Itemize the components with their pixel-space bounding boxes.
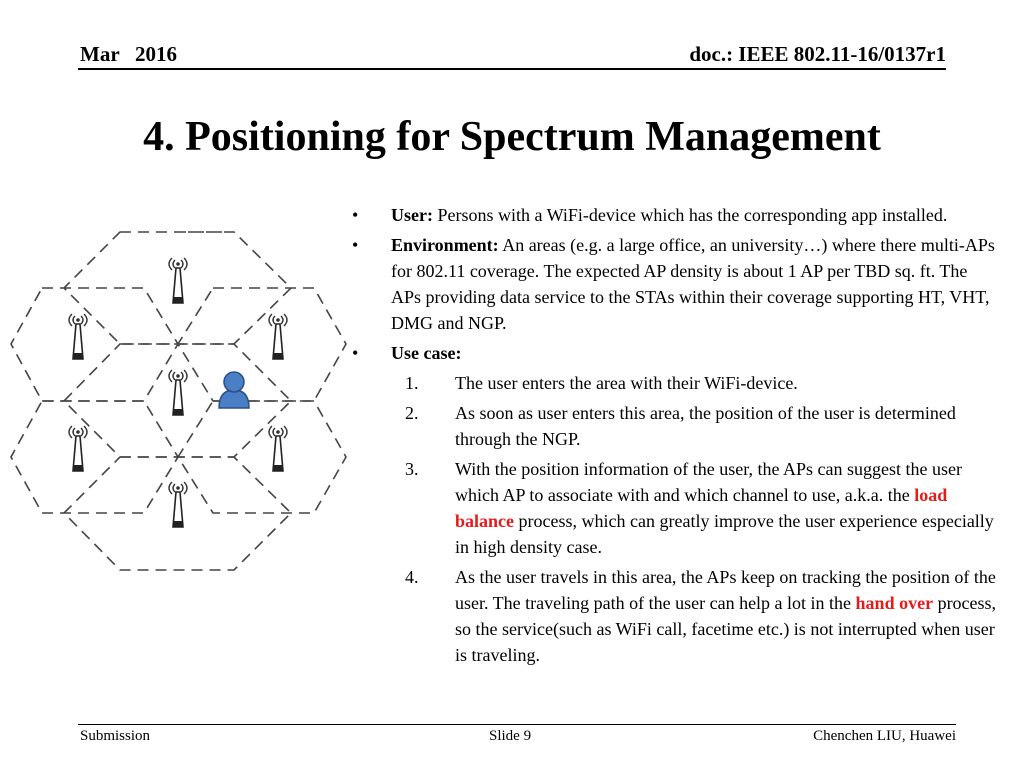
step-text: process, which can greatly improve the user experience especially in high density case. xyxy=(455,511,994,557)
header-doc-id: doc.: IEEE 802.11-16/0137r1 xyxy=(689,42,946,66)
bullet-mark: • xyxy=(352,235,359,255)
wifi-antenna-icon xyxy=(69,314,87,359)
bullet-environment xyxy=(350,232,998,336)
bullet-mark: • xyxy=(352,205,359,225)
footer-submission: Submission xyxy=(80,728,151,744)
step-text: process, so the service(such as WiFi call, facetime etc.) is not interrupted when user is traveling. xyxy=(455,593,997,665)
wifi-antenna-icon xyxy=(69,426,87,471)
wifi-antenna-icon xyxy=(269,314,287,359)
footer-rule xyxy=(78,724,956,725)
user-label: User: xyxy=(391,205,433,225)
step-number: 1. xyxy=(405,373,419,393)
step-number: 4. xyxy=(405,567,419,587)
slide-body xyxy=(350,202,998,672)
coverage-cell xyxy=(11,401,178,513)
wifi-antenna-icon xyxy=(269,426,287,471)
header-rule xyxy=(78,68,946,70)
bullet-user xyxy=(350,202,998,228)
use-case-label: Use case: xyxy=(391,343,462,363)
environment-label: Environment: xyxy=(391,235,499,255)
bullet-mark: • xyxy=(352,343,359,363)
footer-author: Chenchen LIU, Huawei xyxy=(813,728,956,744)
coverage-cell xyxy=(178,401,346,513)
environment-text: An areas (e.g. a large office, an university…) where there multi-APs for 802.11 coverage. The expected AP density is about 1 AP per TBD sq. ft. The APs providing data service to the STAs within their coverage supporting HT, VHT, DMG and NGP. xyxy=(391,235,995,333)
use-case-step-2 xyxy=(350,400,998,452)
step-text: With the position information of the user, the APs can suggest the user which AP to associate with and which channel to use, a.k.a. the xyxy=(455,459,962,505)
coverage-cell xyxy=(11,288,178,401)
user-text: Persons with a WiFi-device which has the corresponding app installed. xyxy=(432,205,948,225)
use-case-step-1 xyxy=(350,370,998,396)
hexagon-coverage-diagram xyxy=(8,222,353,584)
step-text: As soon as user enters this area, the position of the user is determined through the NGP. xyxy=(455,403,956,449)
hand-over-highlight: hand over xyxy=(855,593,934,613)
use-case-step-4 xyxy=(350,564,998,668)
step-number: 2. xyxy=(405,403,419,423)
header-date: Mar 2016 xyxy=(80,42,178,66)
footer-slide-number: Slide 9 xyxy=(489,728,532,744)
wifi-antenna-icon xyxy=(169,482,187,527)
step-text: The user enters the area with their WiFi-device. xyxy=(455,373,798,393)
load-balance-highlight: load balance xyxy=(455,485,948,531)
user-person-icon xyxy=(219,372,249,408)
slide-title: 4. Positioning for Spectrum Management xyxy=(143,114,881,160)
wifi-antenna-icon xyxy=(169,258,187,303)
step-number: 3. xyxy=(405,459,419,479)
step-text: As the user travels in this area, the APs keep on tracking the position of the user. The traveling path of the user can help a lot in the xyxy=(455,567,996,613)
bullet-use-case xyxy=(350,340,998,366)
wifi-antenna-icon xyxy=(169,370,187,415)
use-case-step-3 xyxy=(350,456,998,560)
